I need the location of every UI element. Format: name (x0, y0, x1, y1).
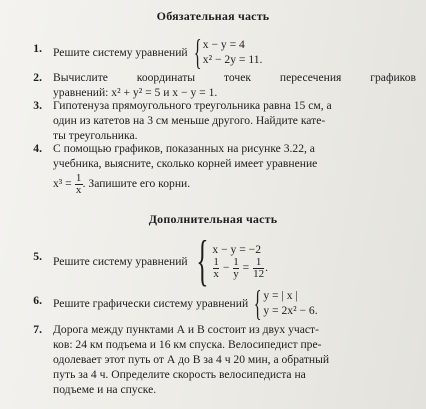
operator: = (242, 261, 250, 275)
problem-6 (16, 283, 416, 323)
problem-1 (16, 32, 416, 72)
problem-text-line: одолевает этот путь от А до В за 4 ч 20 мин, а обратный (53, 353, 330, 366)
equation: x² − 2y = 11. (202, 53, 263, 66)
denominator: 12 (253, 268, 265, 280)
brace-icon: { (253, 283, 262, 323)
problem-number: 5. (33, 250, 42, 263)
equation: y = 2x² − 6. (263, 304, 318, 317)
word: координаты (136, 71, 196, 84)
problem-3 (16, 98, 416, 143)
equation: y = | x | (263, 289, 298, 302)
equation-lhs: x³ = (53, 177, 72, 191)
equation-system (191, 230, 269, 292)
additional-part-heading: Дополнительная часть (148, 212, 278, 226)
numerator: 1 (233, 256, 239, 268)
problem-5 (16, 230, 416, 292)
problem-text-line: один из катетов на 3 см меньше другого. Найдите кате- (53, 114, 326, 127)
problem-text-line: подъеме и на спуске. (53, 383, 157, 396)
equation-system (191, 34, 263, 70)
word: графиков (370, 71, 416, 84)
problem-text-line (53, 70, 416, 85)
problem-number: 6. (33, 294, 42, 307)
equation: x − y = 4 (202, 38, 245, 51)
denominator: x (75, 184, 82, 196)
equation: x − y = −2 (212, 243, 262, 256)
problem-text-line: Гипотенуза прямоугольного треугольника равна 15 см, а (53, 99, 332, 112)
problem-number: 7. (33, 323, 42, 336)
numerator: 1 (255, 256, 262, 268)
problem-text: Решите систему уравнений (53, 45, 188, 59)
problem-number: 1. (33, 42, 42, 55)
problem-text-line: путь за 4 ч. Определите скорость велосипедиста на (53, 368, 306, 381)
problem-4 (16, 141, 416, 196)
problem-text-line (53, 173, 416, 196)
word: пересечения (279, 71, 342, 84)
numerator: 1 (75, 172, 82, 184)
problem-text-line: ты треугольника. (53, 129, 138, 142)
denominator: x (213, 268, 219, 280)
word: Вычислите (53, 71, 108, 84)
word: точек (223, 71, 252, 84)
denominator: y (233, 268, 239, 280)
brace-icon: { (195, 230, 209, 292)
problem-text-line: уравнений: x² + y² = 5 и x − y = 1. (53, 86, 218, 99)
fraction (75, 173, 83, 196)
equation-system (251, 285, 318, 321)
problem-number: 3. (33, 99, 42, 112)
problem-text-tail: . Запишите его корни. (82, 177, 191, 191)
punctuation: . (265, 261, 269, 275)
fraction (213, 257, 219, 280)
problem-7 (16, 322, 416, 398)
operator: − (222, 261, 230, 275)
mandatory-part-heading: Обязательная часть (156, 9, 270, 23)
equation (212, 257, 268, 280)
numerator: 1 (213, 256, 219, 268)
brace-icon: { (193, 32, 202, 72)
problem-text-line: Дорога между пунктами А и В состоит из двух участ- (53, 323, 319, 336)
fraction (233, 257, 239, 280)
problem-text-line: ков: 24 км подъема и 16 км спуска. Велосипедист пре- (53, 338, 322, 351)
problem-text-line: С помощью графиков, показанных на рисунке 3.22, а (53, 142, 315, 155)
problem-number: 2. (33, 71, 42, 84)
fraction (253, 257, 264, 280)
problem-2 (16, 70, 416, 100)
problem-text: Решите систему уравнений (53, 254, 188, 268)
problem-number: 4. (33, 142, 42, 155)
problem-text-line: учебника, выясните, сколько корней имеет уравнение (53, 157, 318, 170)
problem-text: Решите графически систему уравнений (53, 296, 249, 310)
